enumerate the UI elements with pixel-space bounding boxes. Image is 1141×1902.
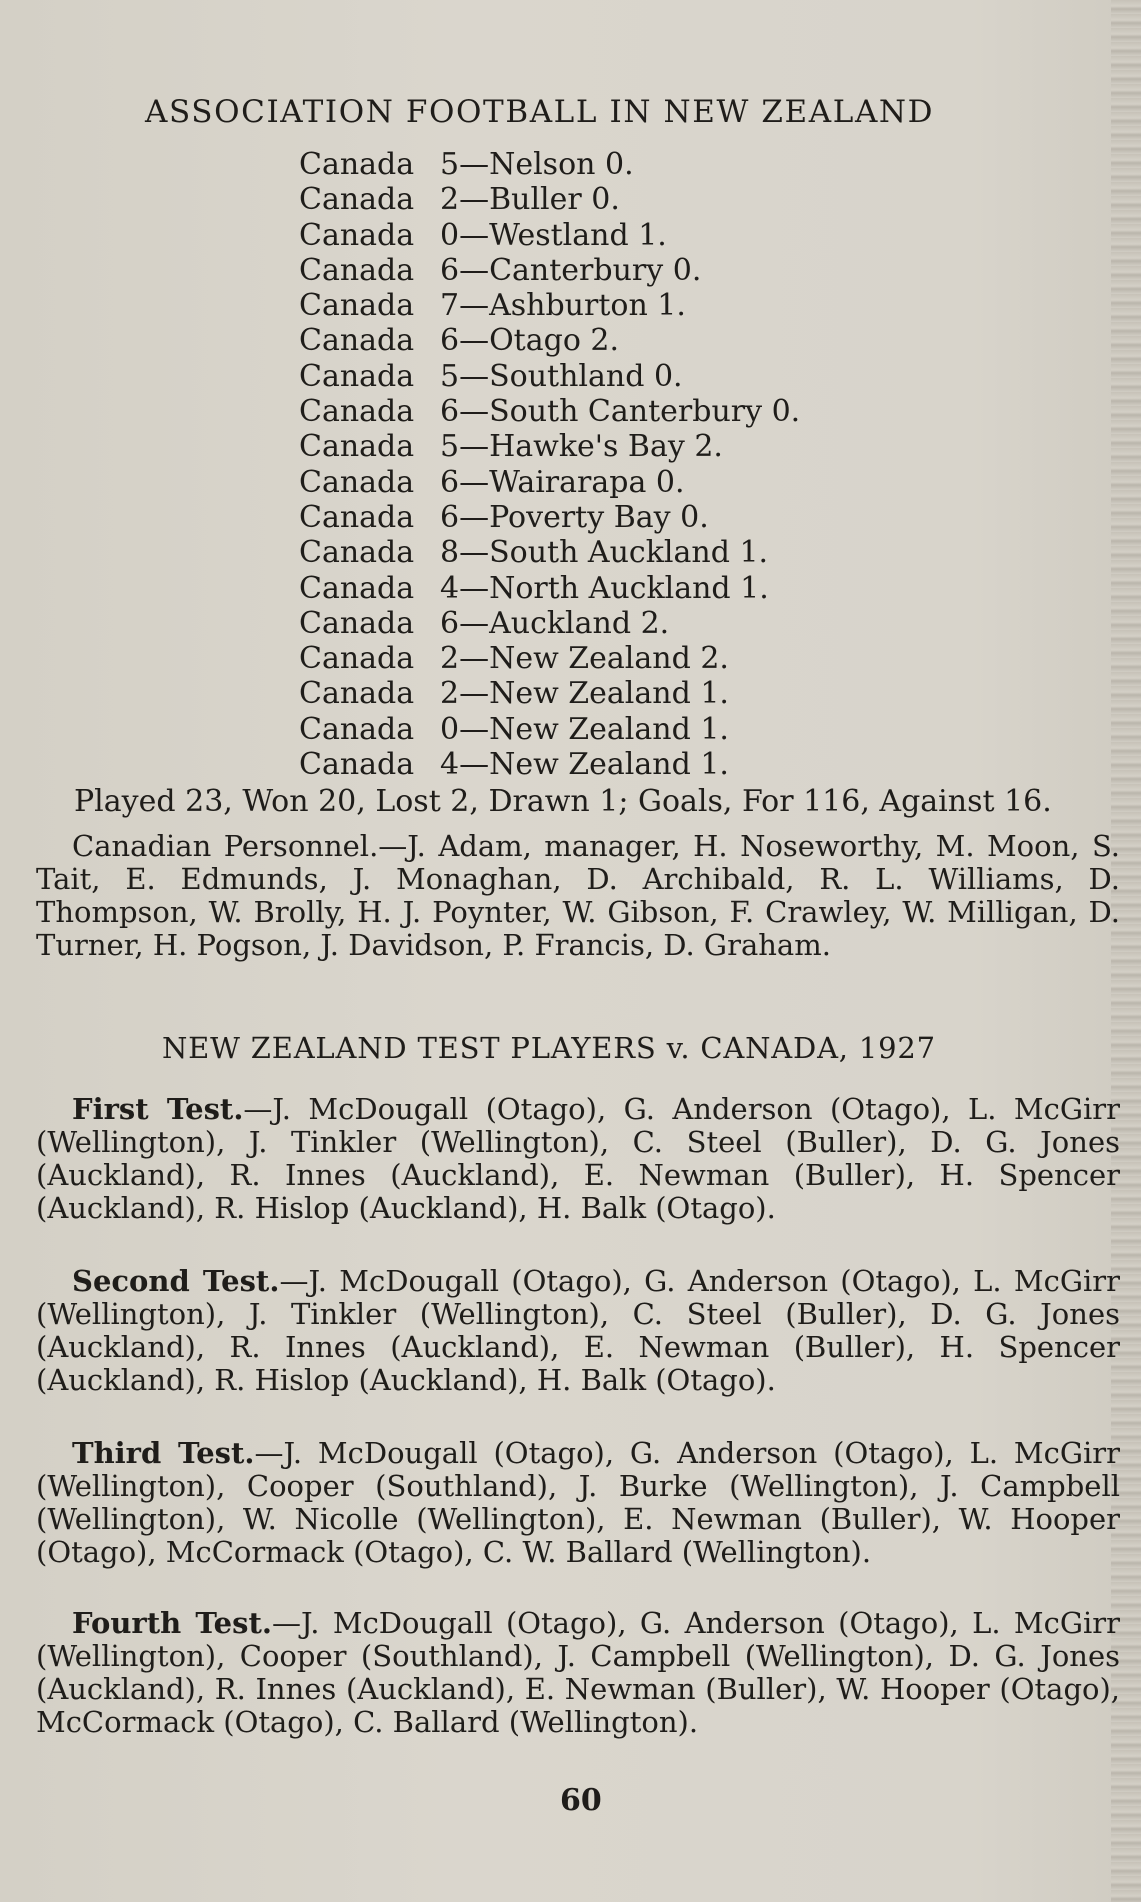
match-score: 2—Buller 0. (440, 182, 620, 218)
team-name: Canada (299, 358, 415, 394)
result-row (299, 500, 800, 535)
match-score: 4—North Auckland 1. (440, 570, 769, 606)
fourth-test-paragraph (36, 1607, 1120, 1739)
test-label: Second Test. (72, 1264, 280, 1298)
canadian-personnel: Canadian Personnel.—J. Adam, manager, H. Noseworthy, M. Moon, S. Tait, E. Edmunds, J. Monaghan, D. Archibald, R. L. Williams, D. Thompson, W. Brolly, H. J. Poynter, W. Gibson, F. Crawley, W. Milligan, D. Turner, H. Pogson, J. Davidson, P. Francis, D. Graham. (36, 829, 1120, 962)
team-name: Canada (299, 323, 415, 359)
third-test-paragraph (36, 1437, 1120, 1569)
second-test-paragraph (36, 1265, 1120, 1397)
result-row (299, 394, 800, 429)
result-row (299, 288, 800, 323)
test-label: First Test. (72, 1092, 244, 1126)
match-score: 6—Poverty Bay 0. (440, 499, 709, 535)
team-name: Canada (299, 429, 415, 465)
match-score: 8—South Auckland 1. (440, 535, 769, 571)
result-row (299, 253, 800, 288)
result-row (299, 712, 800, 747)
team-name: Canada (299, 147, 415, 182)
test-label: Third Test. (72, 1436, 255, 1470)
result-row (299, 535, 800, 570)
page-heading: ASSOCIATION FOOTBALL IN NEW ZEALAND (145, 94, 935, 130)
match-score: 2—New Zealand 1. (440, 676, 729, 712)
match-score: 5—Hawke's Bay 2. (440, 429, 723, 465)
test-players: —J. McDougall (Otago), G. Anderson (Otago), L. McGirr (Wellington), J. Tinkler (Wellington), C. Steel (Buller), D. G. Jones (Auckland), R. Innes (Auckland), E. Newman (Buller), H. Spencer (Auckland), R. Hislop (Auckland), H. Balk (Otago). (36, 1264, 1120, 1397)
team-name: Canada (299, 288, 415, 324)
team-name: Canada (299, 605, 415, 641)
results-list (299, 147, 800, 782)
tour-summary: Played 23, Won 20, Lost 2, Drawn 1; Goals, For 116, Against 16. (74, 784, 1052, 819)
team-name: Canada (299, 217, 415, 253)
team-name: Canada (299, 535, 415, 571)
test-players: —J. McDougall (Otago), G. Anderson (Otago), L. McGirr (Wellington), Cooper (Southland), J. Campbell (Wellington), D. G. Jones (Auckland), R. Innes (Auckland), E. Newman (Buller), W. Hooper (Otago), McCormack (Otago), C. Ballard (Wellington). (36, 1606, 1120, 1739)
result-row (299, 182, 800, 217)
result-row (299, 571, 800, 606)
team-name: Canada (299, 464, 415, 500)
test-players: —J. McDougall (Otago), G. Anderson (Otago), L. McGirr (Wellington), J. Tinkler (Wellington), C. Steel (Buller), D. G. Jones (Auckland), R. Innes (Auckland), E. Newman (Buller), H. Spencer (Auckland), R. Hislop (Auckland), H. Balk (Otago). (36, 1092, 1120, 1225)
match-score: 0—Westland 1. (440, 217, 667, 253)
team-name: Canada (299, 676, 415, 712)
result-row (299, 429, 800, 464)
team-name: Canada (299, 182, 415, 218)
result-row (299, 641, 800, 676)
team-name: Canada (299, 747, 415, 783)
result-row (299, 147, 800, 182)
match-score: 0—New Zealand 1. (440, 711, 729, 747)
team-name: Canada (299, 570, 415, 606)
test-players: —J. McDougall (Otago), G. Anderson (Otago), L. McGirr (Wellington), Cooper (Southland), J. Burke (Wellington), J. Campbell (Wellington), W. Nicolle (Wellington), E. Newman (Buller), W. Hooper (Otago), McCormack (Otago), C. W. Ballard (Wellington). (36, 1436, 1120, 1569)
match-score: 4—New Zealand 1. (440, 747, 729, 783)
result-row (299, 359, 800, 394)
team-name: Canada (299, 394, 415, 430)
match-score: 6—Otago 2. (440, 323, 620, 359)
result-row (299, 606, 800, 641)
result-row (299, 676, 800, 711)
team-name: Canada (299, 499, 415, 535)
team-name: Canada (299, 641, 415, 677)
test-label: Fourth Test. (72, 1606, 272, 1640)
team-name: Canada (299, 252, 415, 288)
match-score: 5—Nelson 0. (440, 147, 634, 182)
match-score: 2—New Zealand 2. (440, 641, 729, 677)
result-row (299, 747, 800, 782)
match-score: 7—Ashburton 1. (440, 288, 686, 324)
first-test-paragraph (36, 1093, 1120, 1225)
match-score: 5—Southland 0. (440, 358, 683, 394)
result-row (299, 323, 800, 358)
match-score: 6—South Canterbury 0. (440, 394, 801, 430)
team-name: Canada (299, 711, 415, 747)
match-score: 6—Auckland 2. (440, 605, 670, 641)
match-score: 6—Wairarapa 0. (440, 464, 685, 500)
page-number: 60 (560, 1783, 602, 1818)
section-subheading: NEW ZEALAND TEST PLAYERS v. CANADA, 1927 (162, 1031, 936, 1065)
match-score: 6—Canterbury 0. (440, 252, 702, 288)
result-row (299, 218, 800, 253)
result-row (299, 465, 800, 500)
